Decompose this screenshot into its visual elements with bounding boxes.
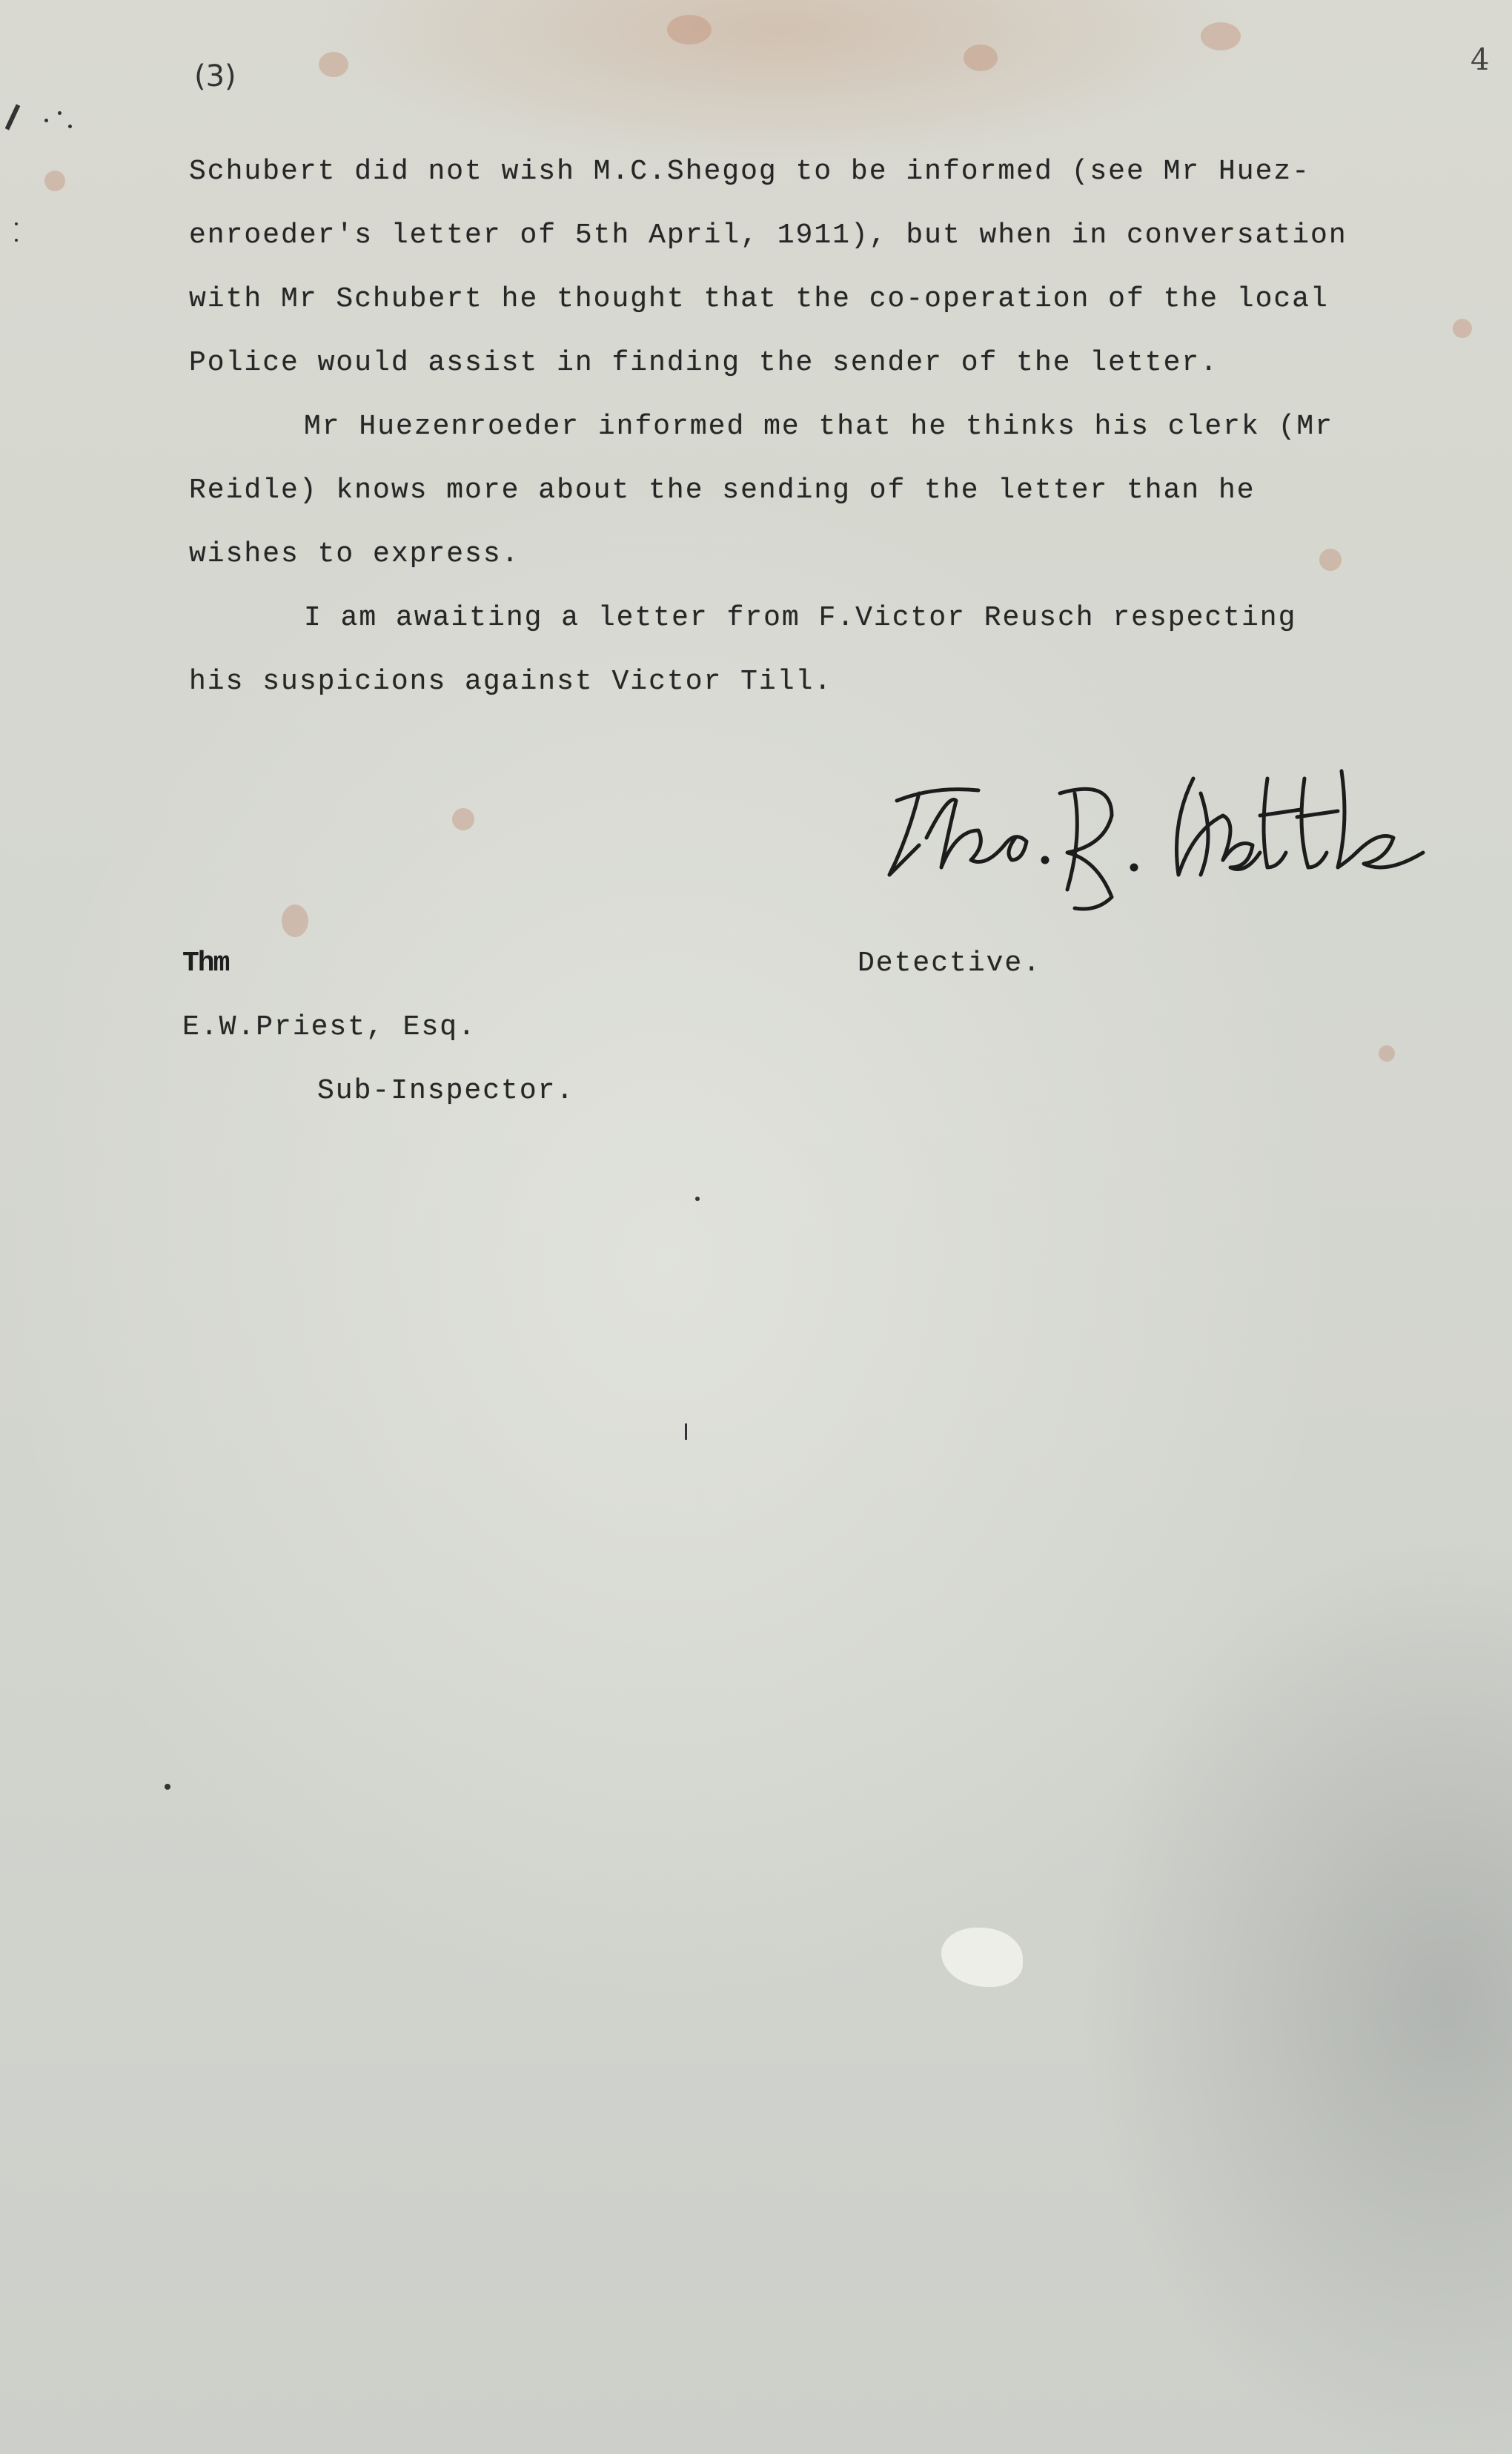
stain [44,171,65,191]
paragraph3-line1: I am awaiting a letter from F.Victor Reusch respecting [304,602,1297,634]
margin-mark [695,1197,700,1201]
paragraph2-line1: Mr Huezenroeder informed me that he thinks his clerk (Mr [304,411,1334,443]
margin-mark [685,1423,687,1440]
folio-mark: 4 [1470,43,1490,77]
stain [282,904,308,937]
stain [319,52,348,77]
paragraph2-line2: Reidle) knows more about the sending of the letter than he [189,474,1256,506]
recipient-name: E.W.Priest, Esq. [182,1011,477,1043]
stain [964,44,998,71]
paragraph1-line3: with Mr Schubert he thought that the co-operation of the local [189,283,1329,315]
paragraph2-line3: wishes to express. [189,538,520,570]
stain [1379,1045,1395,1062]
stain [1201,22,1241,50]
paragraph1-line1: Schubert did not wish M.C.Shegog to be informed (see Mr Huez- [189,156,1311,188]
paragraph1-line4: Police would assist in finding the sender of the letter. [189,347,1219,379]
margin-mark [15,239,18,242]
struck-word: Thm [182,947,229,979]
paragraph3-line2: his suspicions against Victor Till. [189,666,833,698]
paragraph1-line2: enroeder's letter of 5th April, 1911), but when in conversation [189,219,1347,251]
stain [667,15,712,44]
margin-mark [5,104,21,130]
stain [452,808,474,830]
margin-mark [44,119,48,122]
stain [1319,549,1342,571]
paper-tear [941,1928,1023,1987]
margin-mark [68,125,72,128]
stain [1453,319,1472,338]
signature [875,749,1453,927]
recipient-title: Sub-Inspector. [317,1075,575,1107]
margin-mark [58,111,62,115]
page-number: (3) [194,59,236,93]
signer-title: Detective. [858,947,1042,979]
margin-mark [165,1784,170,1790]
margin-mark [15,222,18,225]
